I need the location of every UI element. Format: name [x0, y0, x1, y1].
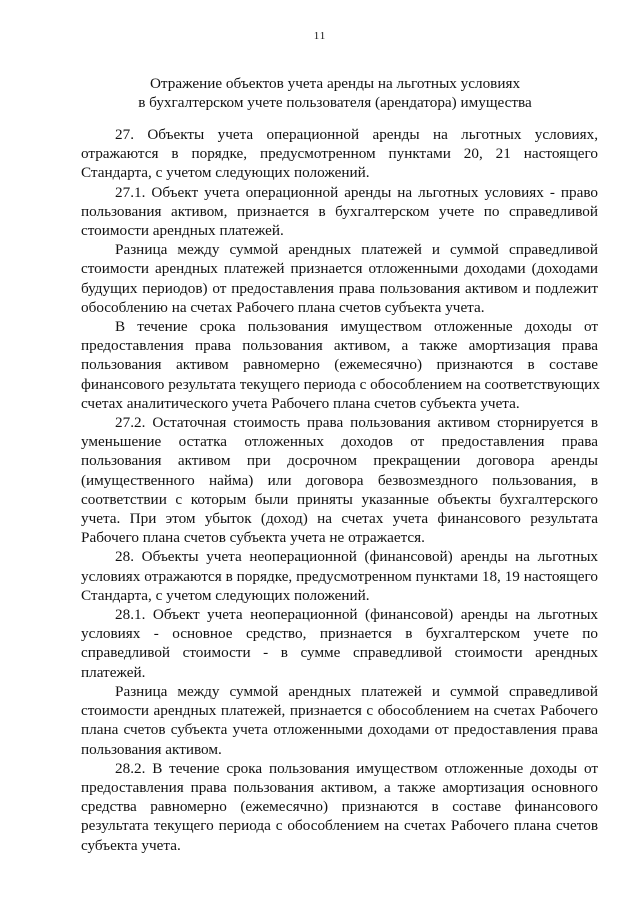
paragraph-line: Рабочего плана счетов субъекта учета не отражается. [81, 529, 425, 547]
paragraph-line: В течение срока пользования имуществом отложенные доходы от [115, 318, 598, 336]
paragraph-line: справедливой стоимости - в сумме справедливой стоимости арендных [81, 644, 598, 662]
paragraph-line: пользования активом, признается в бухгалтерском учете по справедливой [81, 202, 598, 220]
document-body [81, 125, 598, 855]
paragraph-line: 28.2. В течение срока пользования имуществом отложенные доходы от [115, 759, 598, 777]
paragraph-line: Стандарта, с учетом следующих положений. [81, 586, 370, 604]
paragraph [81, 759, 598, 855]
paragraph-line: стоимости арендных платежей. [81, 222, 284, 240]
section-heading [70, 74, 600, 112]
paragraph-line: плана счетов субъекта учета отложенными доходами от предоставления права [81, 721, 598, 739]
paragraph-line: пользования активом при досрочном прекращении договора аренды [81, 452, 598, 470]
heading-line-1: Отражение объектов учета аренды на льготных условиях [149, 75, 521, 92]
paragraph [81, 682, 598, 759]
paragraph-line: Стандарта, с учетом следующих положений. [81, 164, 370, 182]
paragraph-line: финансового результата текущего периода с обособлением на соответствующих [81, 375, 600, 393]
paragraph-line: 27.1. Объект учета операционной аренды на льготных условиях - право [115, 183, 598, 201]
paragraph [81, 125, 598, 183]
paragraph-line: пользования активом равномерно (ежемесячно) признаются в составе [81, 356, 598, 374]
paragraph-line: условиях отражаются в порядке, предусмотренном пунктами 18, 19 настоящего [81, 567, 598, 585]
paragraph-line: стоимости арендных платежей, признается с обособлением на счетах Рабочего [81, 702, 598, 720]
paragraph-line: Разница между суммой арендных платежей и суммой справедливой [115, 682, 598, 700]
paragraph-line: предоставления права пользования активом, а также амортизация права [81, 337, 598, 355]
paragraph-line: (имущественного найма) или договора безвозмездного пользования, в [81, 471, 598, 489]
paragraph-line: будущих периодов) от предоставления права пользования активом и подлежит [81, 279, 598, 297]
paragraph-line: счетах аналитического учета Рабочего плана счетов субъекта учета. [81, 394, 520, 412]
paragraph-line: предоставления права пользования активом, а также амортизация основного [81, 778, 598, 796]
paragraph-line: 28. Объекты учета неоперационной (финансовой) аренды на льготных [115, 548, 598, 566]
paragraph-line: Разница между суммой арендных платежей и суммой справедливой [115, 241, 598, 259]
heading-line-2: в бухгалтерском учете пользователя (арендатора) имущества [138, 94, 532, 111]
paragraph [81, 413, 598, 547]
paragraph-line: платежей. [81, 663, 146, 681]
paragraph-line: средства равномерно (ежемесячно) признаются в составе финансового [81, 798, 598, 816]
paragraph-line: учета. При этом убыток (доход) на счетах учета финансового результата [81, 510, 598, 528]
paragraph-line: пользования активом. [81, 740, 222, 758]
paragraph [81, 547, 598, 605]
paragraph [81, 605, 598, 682]
paragraph-line: обособлению на счетах Рабочего плана счетов субъекта учета. [81, 298, 485, 316]
paragraph [81, 240, 598, 317]
paragraph-line: субъекта учета. [81, 836, 181, 854]
paragraph-line: стоимости арендных платежей признается отложенными доходами (доходами [81, 260, 598, 278]
paragraph-line: условиях - основное средство, признается в бухгалтерском учете по [81, 625, 598, 643]
paragraph-line: 27.2. Остаточная стоимость права пользования активом сторнируется в [115, 414, 598, 432]
paragraph-line: 28.1. Объект учета неоперационной (финансовой) аренды на льготных [115, 606, 598, 624]
paragraph-line: уменьшение остатка отложенных доходов от предоставления права [81, 433, 598, 451]
paragraph-line: отражаются в порядке, предусмотренном пунктами 20, 21 настоящего [81, 145, 598, 163]
paragraph-line: соответствии с которым были приняты указанные объекты бухгалтерского [81, 490, 598, 508]
paragraph [81, 183, 598, 241]
page-number: 11 [313, 30, 327, 42]
paragraph-line: 27. Объекты учета операционной аренды на льготных условиях, [115, 126, 598, 143]
paragraph-line: результата текущего периода с обособлением на счетах Рабочего плана счетов [81, 817, 598, 835]
paragraph [81, 317, 598, 413]
